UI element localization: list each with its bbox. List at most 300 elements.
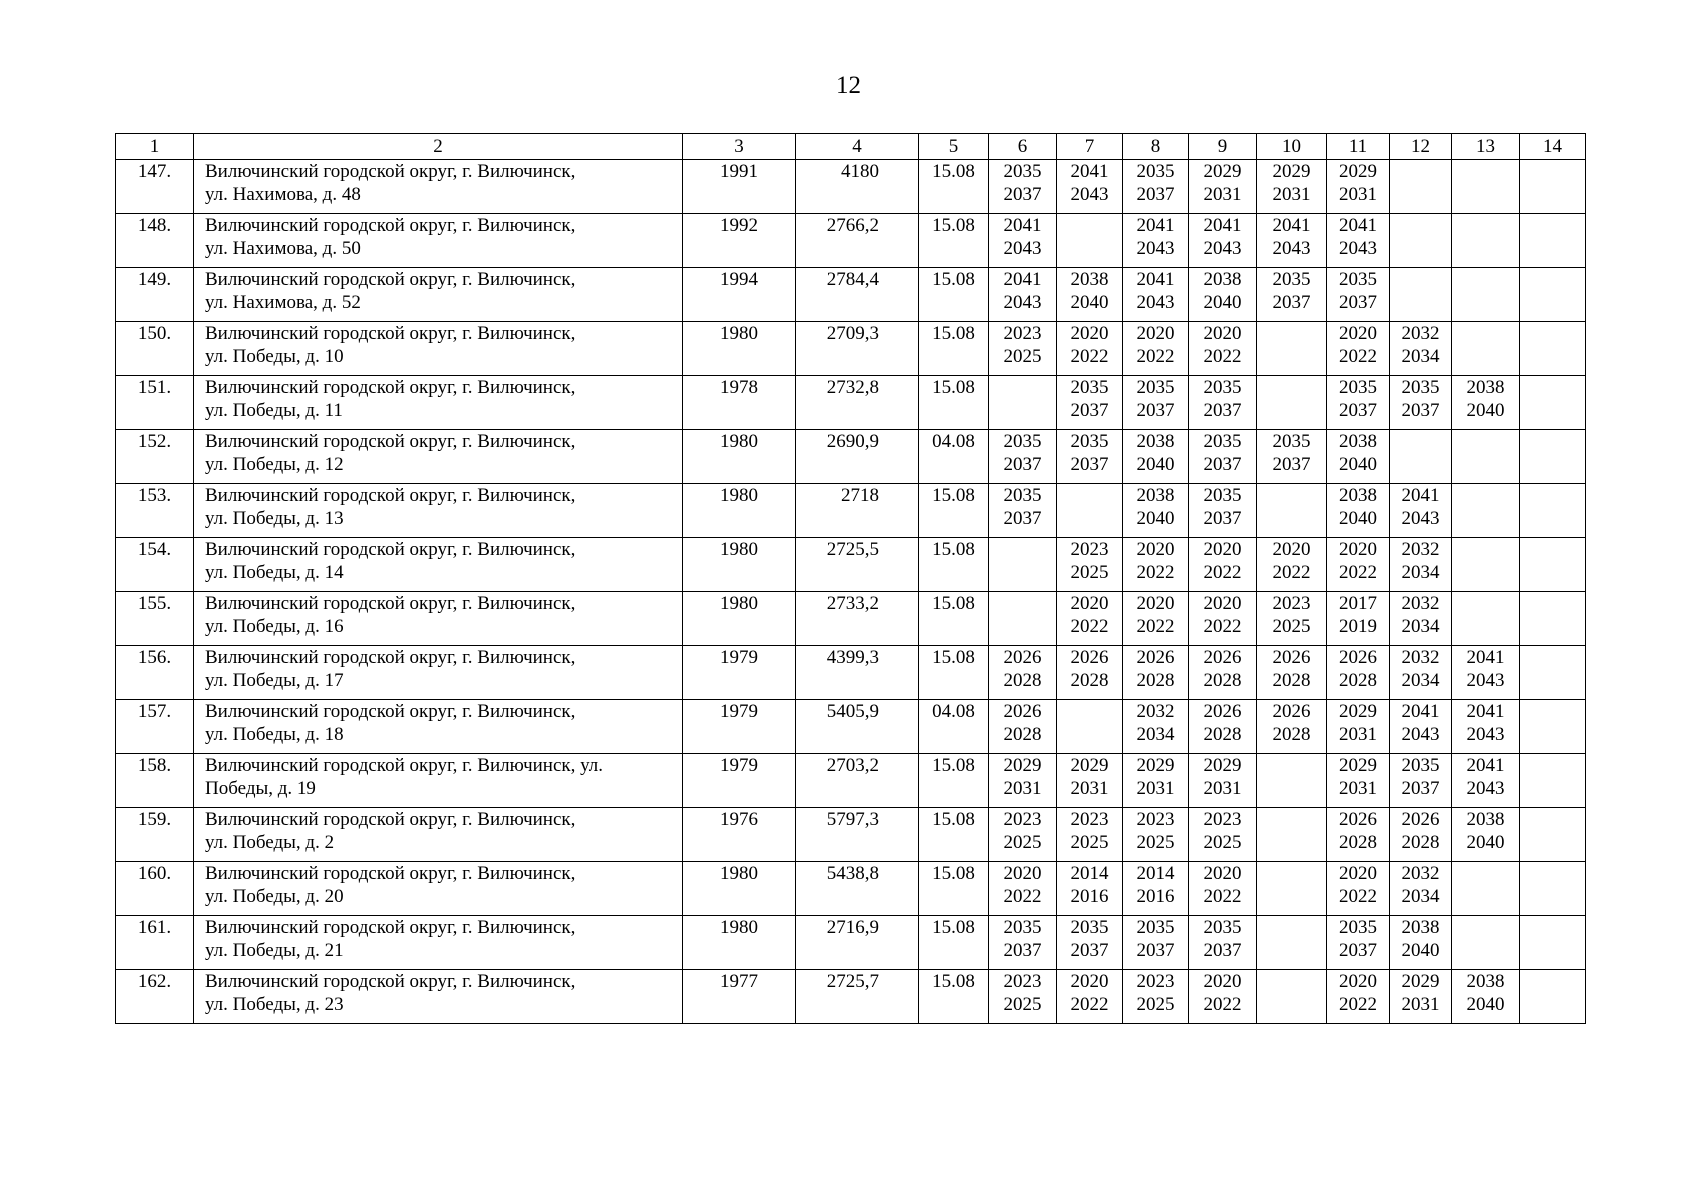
code-cell: 15.08 bbox=[919, 592, 989, 646]
address-line: Вилючинский городской округ, г. Вилючинск, bbox=[205, 323, 576, 344]
address-line: Вилючинский городской округ, г. Вилючинск, bbox=[205, 971, 576, 992]
address-line: Вилючинский городской округ, г. Вилючинск, bbox=[205, 863, 576, 884]
period-cell bbox=[1057, 916, 1123, 970]
column-header: 1 bbox=[116, 134, 194, 160]
area-cell: 4180 bbox=[796, 160, 919, 214]
column-header: 6 bbox=[989, 134, 1057, 160]
period-cell bbox=[1123, 214, 1189, 268]
period-year: 2043 bbox=[1466, 670, 1505, 691]
area-cell: 2784,4 bbox=[796, 268, 919, 322]
period-cell bbox=[989, 268, 1057, 322]
table-row bbox=[116, 700, 1586, 754]
year-cell: 1980 bbox=[683, 592, 796, 646]
period-cell bbox=[1390, 970, 1452, 1024]
period-cell bbox=[1327, 592, 1390, 646]
column-header: 11 bbox=[1327, 134, 1390, 160]
area-cell: 2766,2 bbox=[796, 214, 919, 268]
period-cell bbox=[1520, 700, 1586, 754]
address-line: ул. Победы, д. 16 bbox=[205, 616, 344, 637]
period-year: 2040 bbox=[1203, 292, 1242, 313]
period-cell bbox=[1057, 322, 1123, 376]
period-year: 2035 bbox=[1070, 917, 1109, 938]
period-cell bbox=[989, 538, 1057, 592]
period-cell bbox=[1327, 484, 1390, 538]
period-cell bbox=[1452, 916, 1520, 970]
period-cell bbox=[989, 592, 1057, 646]
period-cell bbox=[1057, 700, 1123, 754]
period-cell bbox=[1057, 430, 1123, 484]
period-cell bbox=[1452, 970, 1520, 1024]
period-cell bbox=[1520, 268, 1586, 322]
period-cell bbox=[989, 214, 1057, 268]
table-row bbox=[116, 268, 1586, 322]
period-cell bbox=[1189, 592, 1257, 646]
period-year: 2043 bbox=[1466, 778, 1505, 799]
address-cell bbox=[194, 376, 683, 430]
period-cell bbox=[1452, 160, 1520, 214]
period-cell bbox=[1189, 214, 1257, 268]
code-cell: 15.08 bbox=[919, 862, 989, 916]
period-year: 2043 bbox=[1003, 292, 1042, 313]
period-cell bbox=[1057, 862, 1123, 916]
address-line: ул. Победы, д. 11 bbox=[205, 400, 343, 421]
year-cell: 1980 bbox=[683, 322, 796, 376]
code-cell: 15.08 bbox=[919, 214, 989, 268]
period-year: 2041 bbox=[1272, 215, 1311, 236]
table-row bbox=[116, 376, 1586, 430]
period-cell bbox=[1452, 268, 1520, 322]
period-cell bbox=[1257, 808, 1327, 862]
period-cell bbox=[1327, 808, 1390, 862]
period-year: 2034 bbox=[1136, 724, 1175, 745]
code-cell: 15.08 bbox=[919, 538, 989, 592]
period-cell bbox=[1057, 538, 1123, 592]
period-cell bbox=[1520, 970, 1586, 1024]
period-year: 2020 bbox=[1203, 539, 1242, 560]
period-year: 2035 bbox=[1070, 377, 1109, 398]
period-year: 2014 bbox=[1070, 863, 1109, 884]
period-cell bbox=[1390, 862, 1452, 916]
period-year: 2035 bbox=[1136, 377, 1175, 398]
period-year: 2025 bbox=[1203, 832, 1242, 853]
period-year: 2028 bbox=[1136, 670, 1175, 691]
period-year: 2040 bbox=[1070, 292, 1109, 313]
row-number-cell: 160. bbox=[116, 862, 194, 916]
address-line: Вилючинский городской округ, г. Вилючинск, bbox=[205, 269, 576, 290]
year-cell: 1979 bbox=[683, 754, 796, 808]
period-year: 2023 bbox=[1003, 323, 1042, 344]
period-year: 2038 bbox=[1339, 431, 1377, 452]
period-year: 2028 bbox=[1401, 832, 1440, 853]
period-year: 2028 bbox=[1272, 670, 1311, 691]
period-year: 2020 bbox=[1070, 323, 1109, 344]
period-year: 2043 bbox=[1203, 238, 1242, 259]
address-line: ул. Победы, д. 13 bbox=[205, 508, 344, 529]
period-cell bbox=[1189, 484, 1257, 538]
period-year: 2035 bbox=[1272, 269, 1311, 290]
period-year: 2035 bbox=[1003, 431, 1042, 452]
code-cell: 15.08 bbox=[919, 160, 989, 214]
area-cell: 5405,9 bbox=[796, 700, 919, 754]
period-year: 2035 bbox=[1339, 377, 1377, 398]
period-year: 2038 bbox=[1466, 377, 1505, 398]
period-year: 2038 bbox=[1070, 269, 1109, 290]
table-row bbox=[116, 862, 1586, 916]
period-year: 2029 bbox=[1401, 971, 1440, 992]
period-year: 2020 bbox=[1136, 323, 1175, 344]
period-year: 2038 bbox=[1136, 485, 1175, 506]
period-year: 2022 bbox=[1070, 616, 1109, 637]
period-cell bbox=[1189, 754, 1257, 808]
area-cell: 4399,3 bbox=[796, 646, 919, 700]
period-cell bbox=[1520, 646, 1586, 700]
period-year: 2038 bbox=[1401, 917, 1440, 938]
period-year: 2031 bbox=[1203, 778, 1242, 799]
period-cell bbox=[1257, 700, 1327, 754]
address-line: ул. Победы, д. 20 bbox=[205, 886, 344, 907]
address-line: ул. Победы, д. 23 bbox=[205, 994, 344, 1015]
address-line: Вилючинский городской округ, г. Вилючинск, bbox=[205, 593, 576, 614]
period-year: 2026 bbox=[1339, 809, 1377, 830]
address-line: Вилючинский городской округ, г. Вилючинск, bbox=[205, 377, 576, 398]
period-year: 2020 bbox=[1339, 323, 1377, 344]
period-year: 2028 bbox=[1203, 670, 1242, 691]
address-line: Вилючинский городской округ, г. Вилючинск, bbox=[205, 215, 576, 236]
area-cell: 2725,5 bbox=[796, 538, 919, 592]
period-cell bbox=[1057, 754, 1123, 808]
period-year: 2029 bbox=[1203, 755, 1242, 776]
period-cell bbox=[1257, 160, 1327, 214]
period-cell bbox=[1327, 430, 1390, 484]
period-year: 2026 bbox=[1203, 701, 1242, 722]
table-row bbox=[116, 970, 1586, 1024]
column-header: 14 bbox=[1520, 134, 1586, 160]
period-year: 2041 bbox=[1339, 215, 1377, 236]
period-year: 2041 bbox=[1466, 647, 1505, 668]
period-cell bbox=[989, 754, 1057, 808]
address-cell bbox=[194, 862, 683, 916]
period-cell bbox=[1452, 538, 1520, 592]
period-year: 2029 bbox=[1136, 755, 1175, 776]
code-cell: 15.08 bbox=[919, 376, 989, 430]
period-year: 2037 bbox=[1203, 400, 1242, 421]
period-cell bbox=[1452, 376, 1520, 430]
period-cell bbox=[1327, 700, 1390, 754]
period-year: 2038 bbox=[1203, 269, 1242, 290]
period-year: 2034 bbox=[1401, 346, 1440, 367]
period-cell bbox=[1452, 430, 1520, 484]
area-cell: 2718 bbox=[796, 484, 919, 538]
period-year: 2022 bbox=[1339, 346, 1377, 367]
period-cell bbox=[1257, 268, 1327, 322]
period-cell bbox=[1390, 322, 1452, 376]
period-year: 2028 bbox=[1339, 670, 1377, 691]
period-cell bbox=[989, 700, 1057, 754]
period-year: 2026 bbox=[1003, 647, 1042, 668]
period-cell bbox=[1452, 646, 1520, 700]
period-cell bbox=[1327, 376, 1390, 430]
period-year: 2032 bbox=[1401, 539, 1440, 560]
period-year: 2028 bbox=[1003, 724, 1042, 745]
address-line: ул. Победы, д. 2 bbox=[205, 832, 335, 853]
period-year: 2026 bbox=[1272, 701, 1311, 722]
period-cell bbox=[1123, 700, 1189, 754]
code-cell: 15.08 bbox=[919, 970, 989, 1024]
table-row bbox=[116, 160, 1586, 214]
code-cell: 15.08 bbox=[919, 646, 989, 700]
area-cell: 2732,8 bbox=[796, 376, 919, 430]
year-cell: 1977 bbox=[683, 970, 796, 1024]
period-year: 2028 bbox=[1339, 832, 1377, 853]
period-cell bbox=[1057, 214, 1123, 268]
address-cell bbox=[194, 160, 683, 214]
period-cell bbox=[1327, 322, 1390, 376]
period-year: 2026 bbox=[1203, 647, 1242, 668]
address-cell bbox=[194, 430, 683, 484]
period-year: 2020 bbox=[1136, 539, 1175, 560]
period-cell bbox=[1520, 376, 1586, 430]
period-cell bbox=[1123, 538, 1189, 592]
period-cell bbox=[1189, 970, 1257, 1024]
period-year: 2035 bbox=[1003, 161, 1042, 182]
period-year: 2026 bbox=[1272, 647, 1311, 668]
period-year: 2037 bbox=[1401, 400, 1440, 421]
address-line: Вилючинский городской округ, г. Вилючинск, bbox=[205, 485, 576, 506]
period-year: 2032 bbox=[1136, 701, 1175, 722]
address-line: ул. Победы, д. 17 bbox=[205, 670, 344, 691]
period-year: 2041 bbox=[1401, 485, 1440, 506]
period-cell bbox=[1123, 808, 1189, 862]
period-year: 2020 bbox=[1339, 971, 1377, 992]
period-cell bbox=[1520, 214, 1586, 268]
period-year: 2037 bbox=[1070, 400, 1109, 421]
period-cell bbox=[1189, 916, 1257, 970]
year-cell: 1992 bbox=[683, 214, 796, 268]
table-row bbox=[116, 430, 1586, 484]
period-year: 2040 bbox=[1401, 940, 1440, 961]
period-cell bbox=[1057, 646, 1123, 700]
period-year: 2043 bbox=[1401, 508, 1440, 529]
area-cell: 5797,3 bbox=[796, 808, 919, 862]
period-cell bbox=[1257, 916, 1327, 970]
period-cell bbox=[1520, 484, 1586, 538]
period-year: 2038 bbox=[1466, 971, 1505, 992]
period-cell bbox=[1520, 160, 1586, 214]
period-year: 2029 bbox=[1003, 755, 1042, 776]
period-year: 2022 bbox=[1339, 562, 1377, 583]
period-year: 2040 bbox=[1339, 454, 1377, 475]
period-year: 2022 bbox=[1339, 886, 1377, 907]
period-year: 2023 bbox=[1070, 539, 1109, 560]
period-year: 2022 bbox=[1136, 346, 1175, 367]
period-cell bbox=[1257, 970, 1327, 1024]
period-year: 2020 bbox=[1203, 971, 1242, 992]
period-year: 2043 bbox=[1136, 292, 1175, 313]
period-cell bbox=[1257, 592, 1327, 646]
period-year: 2037 bbox=[1401, 778, 1440, 799]
period-year: 2025 bbox=[1003, 994, 1042, 1015]
period-year: 2035 bbox=[1203, 377, 1242, 398]
period-year: 2029 bbox=[1070, 755, 1109, 776]
row-number-cell: 157. bbox=[116, 700, 194, 754]
period-cell bbox=[989, 646, 1057, 700]
period-cell bbox=[1257, 538, 1327, 592]
period-cell bbox=[1327, 538, 1390, 592]
period-year: 2035 bbox=[1003, 485, 1042, 506]
period-cell bbox=[1327, 160, 1390, 214]
period-cell bbox=[1390, 754, 1452, 808]
period-cell bbox=[1123, 268, 1189, 322]
period-year: 2035 bbox=[1339, 917, 1377, 938]
year-cell: 1979 bbox=[683, 646, 796, 700]
period-year: 2022 bbox=[1203, 346, 1242, 367]
period-cell bbox=[1057, 268, 1123, 322]
row-number-cell: 161. bbox=[116, 916, 194, 970]
table-row bbox=[116, 484, 1586, 538]
period-year: 2025 bbox=[1272, 616, 1311, 637]
period-year: 2041 bbox=[1401, 701, 1440, 722]
period-year: 2014 bbox=[1136, 863, 1175, 884]
code-cell: 15.08 bbox=[919, 484, 989, 538]
address-line: ул. Нахимова, д. 50 bbox=[205, 238, 361, 259]
period-year: 2026 bbox=[1003, 701, 1042, 722]
period-year: 2037 bbox=[1003, 184, 1042, 205]
period-year: 2026 bbox=[1136, 647, 1175, 668]
year-cell: 1991 bbox=[683, 160, 796, 214]
period-year: 2034 bbox=[1401, 616, 1440, 637]
period-year: 2032 bbox=[1401, 593, 1440, 614]
period-year: 2037 bbox=[1070, 940, 1109, 961]
year-cell: 1980 bbox=[683, 430, 796, 484]
period-cell bbox=[1189, 538, 1257, 592]
period-cell bbox=[1057, 484, 1123, 538]
period-year: 2029 bbox=[1203, 161, 1242, 182]
table-row bbox=[116, 808, 1586, 862]
period-year: 2040 bbox=[1466, 994, 1505, 1015]
period-year: 2031 bbox=[1003, 778, 1042, 799]
period-year: 2037 bbox=[1203, 454, 1242, 475]
period-cell bbox=[989, 160, 1057, 214]
period-year: 2025 bbox=[1070, 562, 1109, 583]
period-cell bbox=[1520, 862, 1586, 916]
period-year: 2020 bbox=[1070, 593, 1109, 614]
period-cell bbox=[1390, 160, 1452, 214]
area-cell: 5438,8 bbox=[796, 862, 919, 916]
period-cell bbox=[1257, 862, 1327, 916]
period-cell bbox=[1327, 754, 1390, 808]
period-cell bbox=[1189, 808, 1257, 862]
period-cell bbox=[1452, 322, 1520, 376]
period-year: 2037 bbox=[1003, 454, 1042, 475]
period-cell bbox=[1057, 376, 1123, 430]
period-cell bbox=[989, 322, 1057, 376]
address-line: Вилючинский городской округ, г. Вилючинск, bbox=[205, 647, 576, 668]
period-year: 2026 bbox=[1070, 647, 1109, 668]
period-year: 2038 bbox=[1339, 485, 1377, 506]
period-cell bbox=[1327, 268, 1390, 322]
year-cell: 1980 bbox=[683, 862, 796, 916]
period-year: 2040 bbox=[1339, 508, 1377, 529]
period-year: 2028 bbox=[1203, 724, 1242, 745]
period-year: 2035 bbox=[1136, 161, 1175, 182]
period-year: 2037 bbox=[1339, 400, 1377, 421]
period-year: 2020 bbox=[1070, 971, 1109, 992]
period-cell bbox=[1123, 970, 1189, 1024]
address-cell bbox=[194, 700, 683, 754]
period-year: 2041 bbox=[1136, 269, 1175, 290]
period-cell bbox=[1257, 214, 1327, 268]
column-header: 2 bbox=[194, 134, 683, 160]
period-year: 2025 bbox=[1136, 994, 1175, 1015]
area-cell: 2733,2 bbox=[796, 592, 919, 646]
period-year: 2022 bbox=[1070, 994, 1109, 1015]
address-cell bbox=[194, 484, 683, 538]
period-year: 2032 bbox=[1401, 323, 1440, 344]
address-line: ул. Победы, д. 12 bbox=[205, 454, 344, 475]
period-year: 2037 bbox=[1136, 400, 1175, 421]
row-number-cell: 155. bbox=[116, 592, 194, 646]
row-number-cell: 153. bbox=[116, 484, 194, 538]
period-year: 2020 bbox=[1136, 593, 1175, 614]
period-cell bbox=[1123, 754, 1189, 808]
address-line: Вилючинский городской округ, г. Вилючинск, bbox=[205, 431, 576, 452]
period-year: 2017 bbox=[1339, 593, 1377, 614]
period-cell bbox=[1390, 700, 1452, 754]
period-year: 2020 bbox=[1339, 539, 1377, 560]
row-number-cell: 152. bbox=[116, 430, 194, 484]
row-number-cell: 154. bbox=[116, 538, 194, 592]
period-cell bbox=[1189, 376, 1257, 430]
period-year: 2041 bbox=[1203, 215, 1242, 236]
address-cell bbox=[194, 214, 683, 268]
period-cell bbox=[1327, 970, 1390, 1024]
period-year: 2037 bbox=[1070, 454, 1109, 475]
period-year: 2041 bbox=[1466, 701, 1505, 722]
period-year: 2035 bbox=[1203, 917, 1242, 938]
address-line: Вилючинский городской округ, г. Вилючинск, bbox=[205, 809, 576, 830]
period-cell bbox=[1452, 484, 1520, 538]
address-cell bbox=[194, 592, 683, 646]
period-cell bbox=[1123, 160, 1189, 214]
period-year: 2022 bbox=[1070, 346, 1109, 367]
period-cell bbox=[1123, 376, 1189, 430]
period-year: 2037 bbox=[1272, 454, 1311, 475]
table-row bbox=[116, 322, 1586, 376]
period-year: 2019 bbox=[1339, 616, 1377, 637]
period-year: 2023 bbox=[1003, 809, 1042, 830]
period-cell bbox=[1123, 430, 1189, 484]
period-year: 2035 bbox=[1070, 431, 1109, 452]
period-year: 2020 bbox=[1272, 539, 1311, 560]
address-line: ул. Нахимова, д. 52 bbox=[205, 292, 361, 313]
period-year: 2022 bbox=[1136, 616, 1175, 637]
address-cell bbox=[194, 322, 683, 376]
period-year: 2028 bbox=[1070, 670, 1109, 691]
period-cell bbox=[1189, 268, 1257, 322]
address-cell bbox=[194, 916, 683, 970]
period-year: 2023 bbox=[1136, 809, 1175, 830]
period-cell bbox=[1057, 160, 1123, 214]
row-number-cell: 159. bbox=[116, 808, 194, 862]
column-header: 3 bbox=[683, 134, 796, 160]
period-year: 2031 bbox=[1136, 778, 1175, 799]
period-cell bbox=[1520, 754, 1586, 808]
period-cell bbox=[1057, 808, 1123, 862]
period-year: 2023 bbox=[1203, 809, 1242, 830]
period-year: 2025 bbox=[1070, 832, 1109, 853]
period-year: 2041 bbox=[1070, 161, 1109, 182]
code-cell: 04.08 bbox=[919, 430, 989, 484]
